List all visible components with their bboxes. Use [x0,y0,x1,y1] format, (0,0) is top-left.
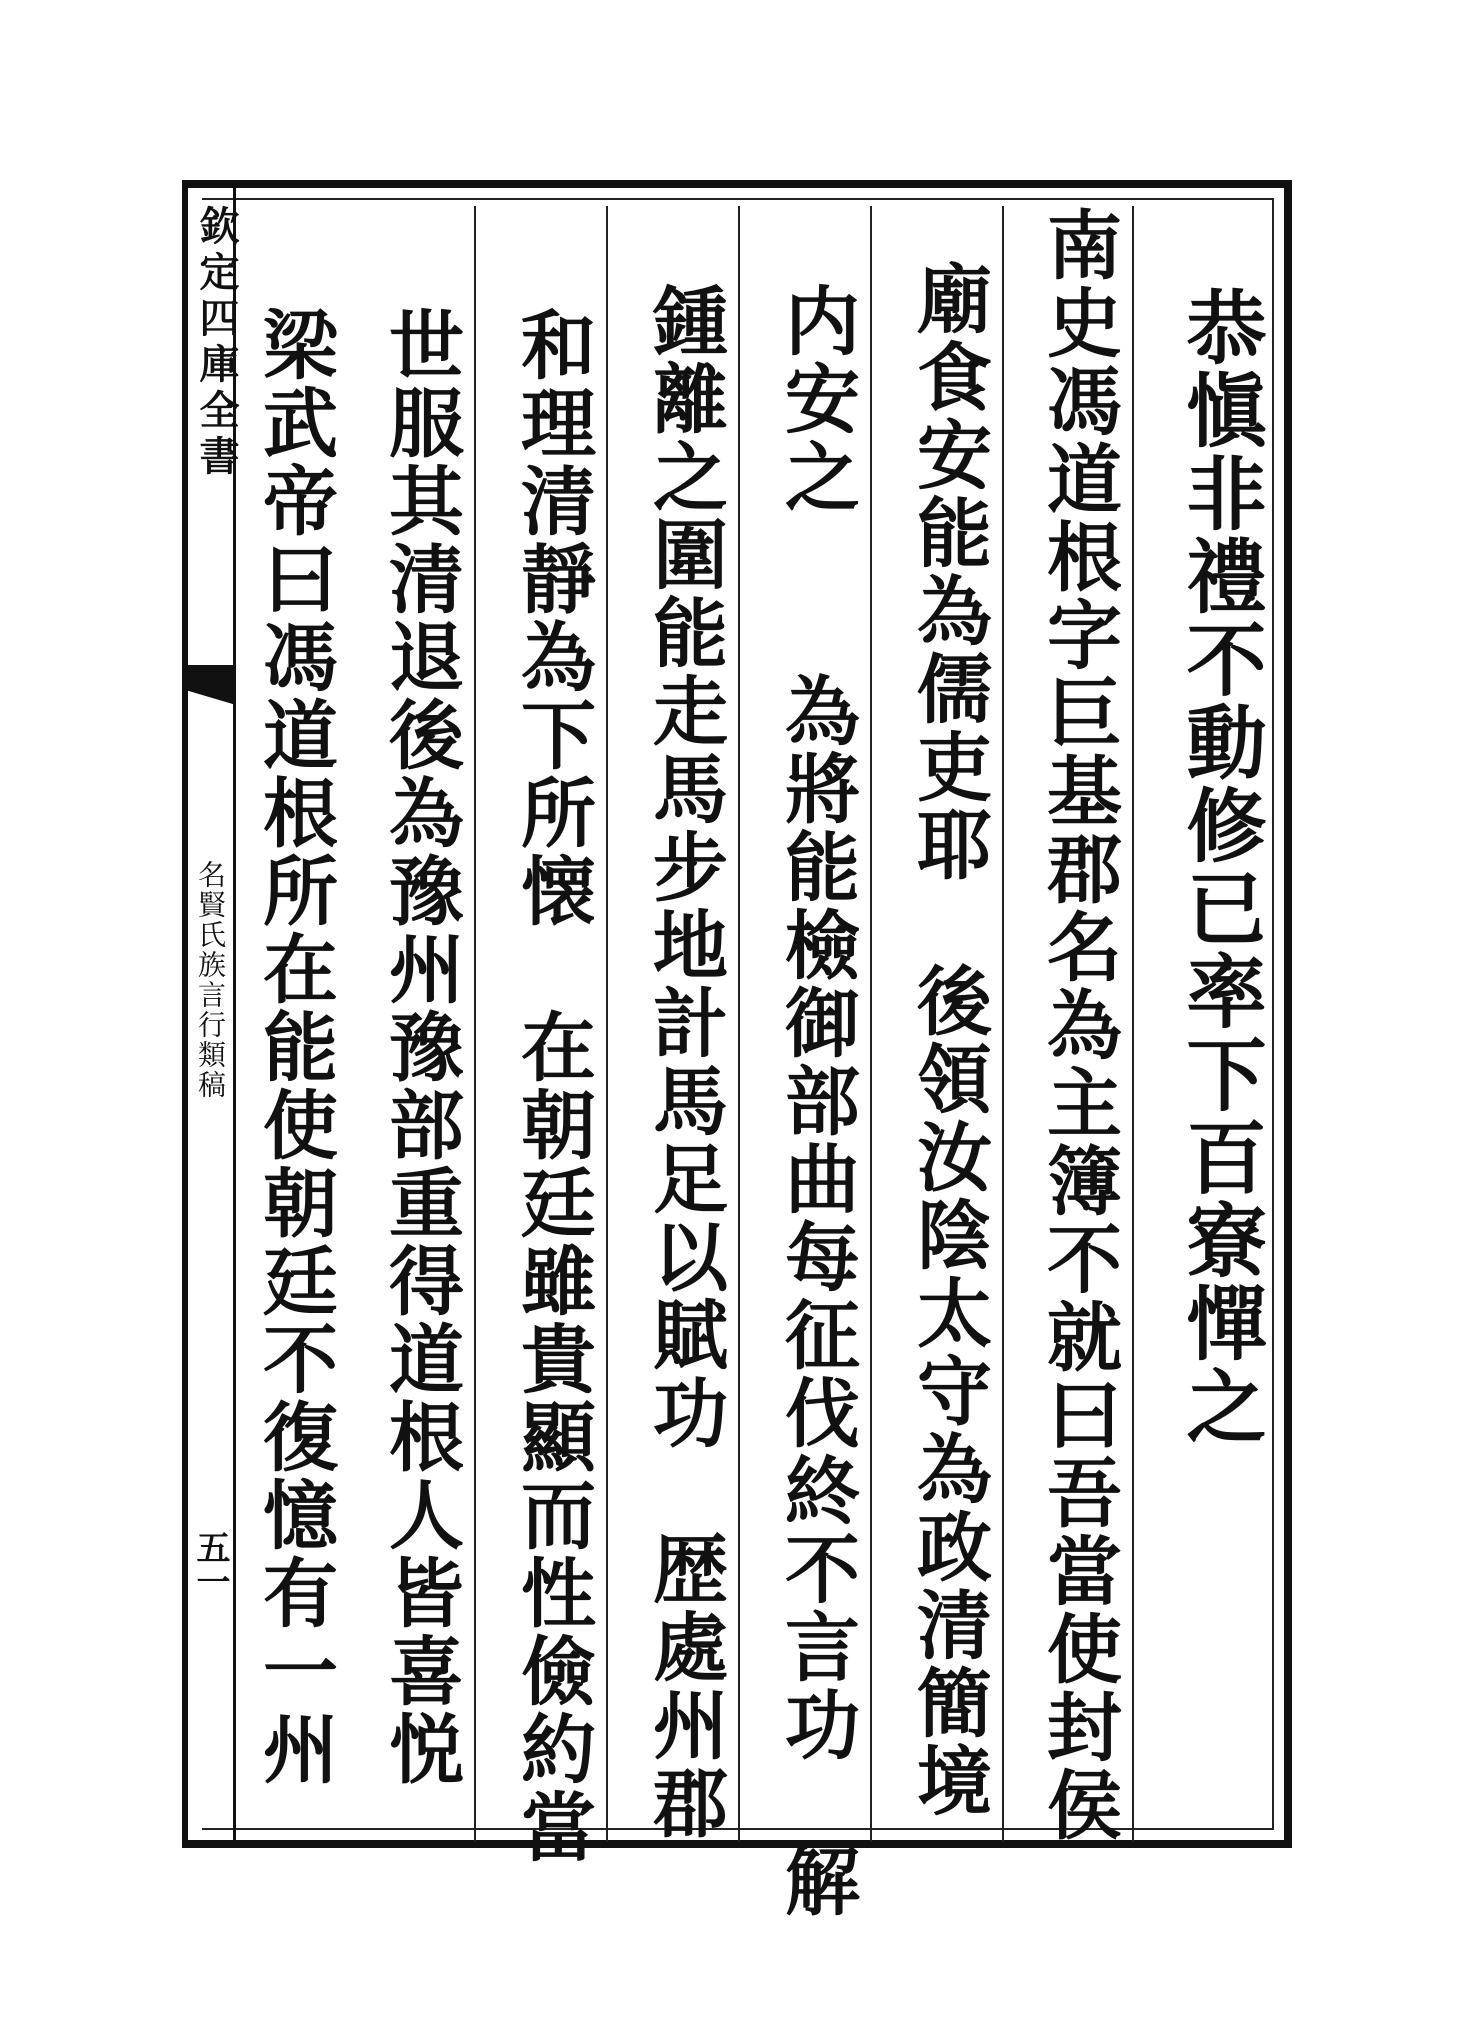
column-7-text: 世服其清退後為豫州豫部重得道根人皆喜悦 [377,306,465,1788]
column-8-text: 梁武帝曰馮道根所在能使朝廷不復憶有一州 [251,306,339,1788]
column-3 [884,206,1004,1842]
column-4-text: 内安之 為將能檢御部曲每征伐終不言功 解 [773,282,861,1920]
margin-page-number: 五一 [190,1530,230,1598]
column-4 [752,206,872,1920]
column-8 [236,206,356,1842]
column-6-text: 和理清靜為下所懐 在朝廷雖貴顯而性儉約當 [509,306,597,1866]
column-2 [1014,206,1134,1842]
column-5-text: 鍾離之圍能走馬步地計馬足以賦功 歴處州郡 [641,282,729,1842]
column-3-text: 廟食安能為儒吏耶 後領汝陰太守為政清簡境 [905,260,993,1820]
column-5 [620,206,740,1842]
column-2-text: 南史馮道根字巨基郡名為主簿不就曰吾當使封侯 [1035,206,1123,1844]
margin-book-title: 欽定四庫全書 [193,205,240,481]
column-7 [356,206,476,1842]
margin-section-title: 名賢氏族言行類稿 [194,860,227,1100]
column-1-text: 恭愼非禮不動修已率下百寮憚之 [1173,286,1267,1448]
column-1 [1146,206,1266,1842]
column-6 [488,206,608,1866]
